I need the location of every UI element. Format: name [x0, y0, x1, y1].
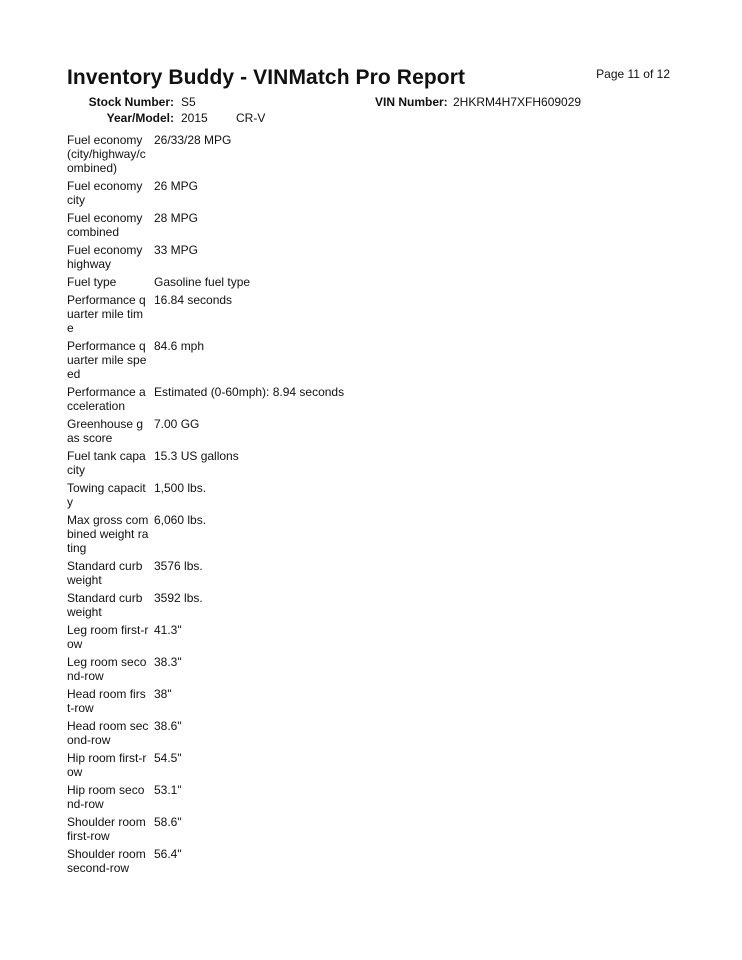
spec-value: 33 MPG — [154, 243, 199, 257]
spec-label: Fuel economy combined — [67, 211, 143, 239]
spec-value: 28 MPG — [154, 211, 199, 225]
spec-value: 15.3 US gallons — [154, 449, 239, 463]
spec-label: Fuel tank capacity — [67, 449, 146, 477]
spec-row — [67, 783, 707, 811]
spec-value: Gasoline fuel type — [154, 275, 251, 289]
spec-label: Max gross combined weight rating — [67, 513, 149, 555]
spec-value: 3592 lbs. — [154, 591, 203, 605]
spec-label: Towing capacity — [67, 481, 146, 509]
spec-row — [67, 275, 707, 289]
stock-number-label: Stock Number: — [88, 95, 174, 109]
vin-number-value: 2HKRM4H7XFH609029 — [453, 95, 582, 109]
spec-row — [67, 133, 707, 175]
vin-number-label: VIN Number: — [375, 95, 448, 109]
spec-row — [67, 449, 707, 477]
spec-row — [67, 559, 707, 587]
spec-row — [67, 293, 707, 335]
spec-label: Fuel type — [67, 275, 117, 289]
spec-label: Head room second-row — [67, 719, 149, 747]
spec-row — [67, 815, 707, 843]
spec-label: Leg room second-row — [67, 655, 147, 683]
model-value: CR-V — [236, 111, 266, 125]
spec-row — [67, 513, 707, 555]
spec-label: Shoulder room second-row — [67, 847, 146, 875]
spec-value: 16.84 seconds — [154, 293, 233, 307]
spec-value: Estimated (0-60mph): 8.94 seconds — [154, 385, 345, 399]
stock-number-value: S5 — [181, 95, 196, 109]
spec-value: 58.6" — [154, 815, 182, 829]
spec-value: 26/33/28 MPG — [154, 133, 232, 147]
spec-value: 84.6 mph — [154, 339, 205, 353]
spec-label: Hip room first-row — [67, 751, 147, 779]
spec-label: Standard curb weight — [67, 591, 143, 619]
spec-label: Head room first-row — [67, 687, 146, 715]
spec-label: Fuel economy highway — [67, 243, 143, 271]
spec-value: 6,060 lbs. — [154, 513, 207, 527]
spec-label: Leg room first-row — [67, 623, 149, 651]
spec-label: Greenhouse gas score — [67, 417, 144, 445]
spec-label: Shoulder room first-row — [67, 815, 146, 843]
spec-row — [67, 623, 707, 651]
spec-value: 38.6" — [154, 719, 182, 733]
spec-value: 54.5" — [154, 751, 182, 765]
spec-value: 41.3" — [154, 623, 182, 637]
spec-row — [67, 339, 707, 381]
spec-row — [67, 751, 707, 779]
page-number: Page 11 of 12 — [596, 67, 670, 81]
spec-row — [67, 211, 707, 239]
spec-value: 38" — [154, 687, 172, 701]
spec-value: 3576 lbs. — [154, 559, 203, 573]
spec-row — [67, 385, 707, 413]
spec-row — [67, 591, 707, 619]
year-value: 2015 — [181, 111, 208, 125]
spec-label: Standard curb weight — [67, 559, 143, 587]
spec-value: 7.00 GG — [154, 417, 200, 431]
spec-label: Fuel economy (city/highway/combined) — [67, 133, 146, 175]
spec-row — [67, 481, 707, 509]
year-model-label: Year/Model: — [106, 111, 174, 125]
spec-row — [67, 417, 707, 445]
report-title: Inventory Buddy - VINMatch Pro Report — [67, 66, 466, 89]
spec-list — [67, 133, 707, 879]
spec-row — [67, 655, 707, 683]
spec-label: Performance acceleration — [67, 385, 146, 413]
spec-label: Fuel economy city — [67, 179, 143, 207]
spec-value: 1,500 lbs. — [154, 481, 207, 495]
spec-value: 56.4" — [154, 847, 182, 861]
spec-label: Performance quarter mile speed — [67, 339, 147, 381]
spec-row — [67, 847, 707, 875]
spec-label: Performance quarter mile time — [67, 293, 146, 335]
spec-row — [67, 719, 707, 747]
spec-row — [67, 687, 707, 715]
spec-row — [67, 179, 707, 207]
spec-value: 53.1" — [154, 783, 182, 797]
spec-row — [67, 243, 707, 271]
spec-value: 38.3" — [154, 655, 182, 669]
spec-label: Hip room second-row — [67, 783, 145, 811]
spec-value: 26 MPG — [154, 179, 199, 193]
